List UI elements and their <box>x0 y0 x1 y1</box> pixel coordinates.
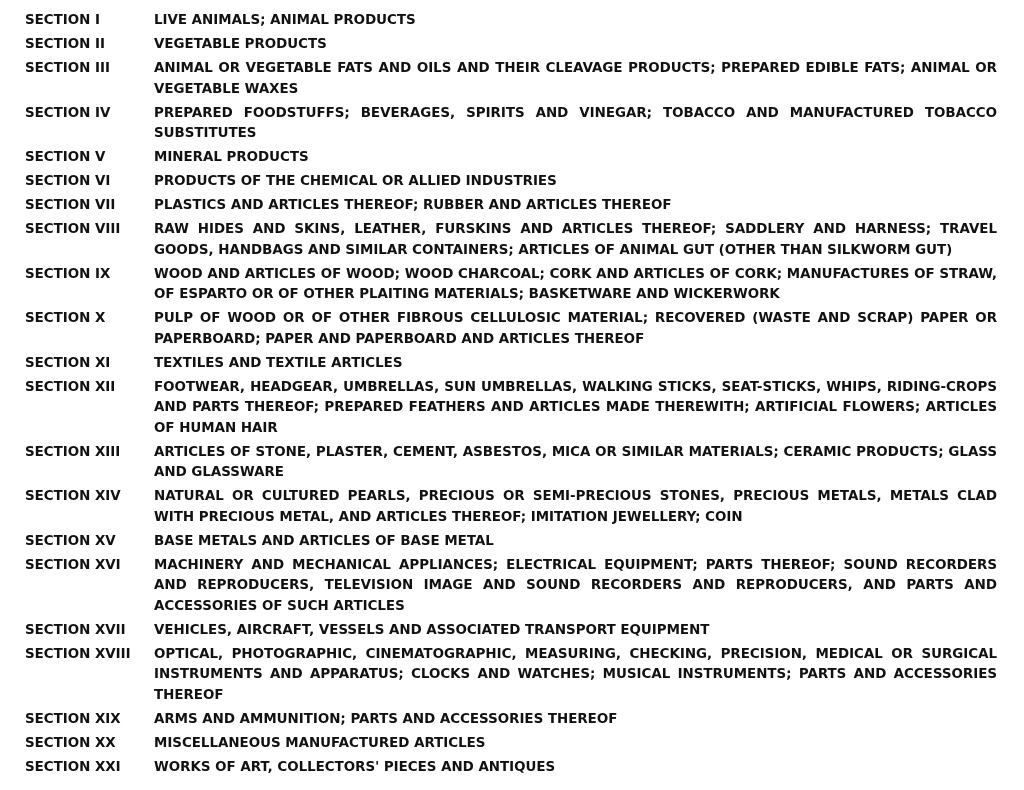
section-title: PRODUCTS OF THE CHEMICAL OR ALLIED INDUSTRIES <box>154 174 557 189</box>
section-list <box>25 11 997 782</box>
section-row <box>25 35 997 56</box>
section-title: ANIMAL OR VEGETABLE FATS AND OILS AND THEIR CLEAVAGE PRODUCTS; PREPARED EDIBLE FATS; ANIMAL OR VEGETABLE WAXES <box>154 61 997 97</box>
section-label: SECTION XVII <box>25 622 126 638</box>
section-title: PREPARED FOODSTUFFS; BEVERAGES, SPIRITS AND VINEGAR; TOBACCO AND MANUFACTURED TOBACCO SUBSTITUTES <box>154 105 997 141</box>
section-row <box>25 354 997 375</box>
section-title: VEHICLES, AIRCRAFT, VESSELS AND ASSOCIATED TRANSPORT EQUIPMENT <box>154 622 710 638</box>
section-row <box>25 309 997 350</box>
section-row <box>25 220 997 261</box>
section-label: SECTION X <box>25 311 106 326</box>
section-title: WOOD AND ARTICLES OF WOOD; WOOD CHARCOAL; CORK AND ARTICLES OF CORK; MANUFACTURES OF STRAW, OF ESPARTO OR OF OTHER PLAITING MATERIALS; BASKETWARE AND WICKERWORK <box>154 266 997 302</box>
section-row <box>25 59 997 100</box>
section-row <box>25 11 997 32</box>
section-row <box>25 172 997 193</box>
section-row <box>25 487 997 528</box>
section-row <box>25 265 997 306</box>
section-label: SECTION VII <box>25 198 116 213</box>
section-label: SECTION XV <box>25 533 116 549</box>
section-title: MISCELLANEOUS MANUFACTURED ARTICLES <box>154 735 486 751</box>
section-row <box>25 196 997 217</box>
section-label: SECTION XXI <box>25 759 121 775</box>
section-label: SECTION XVI <box>25 557 121 573</box>
section-label: SECTION XVIII <box>25 646 131 662</box>
section-title: FOOTWEAR, HEADGEAR, UMBRELLAS, SUN UMBRELLAS, WALKING STICKS, SEAT-STICKS, WHIPS, RIDING-CROPS AND PARTS THEREOF; PREPARED FEATHERS AND ARTICLES MADE THEREWITH; ARTIFICIAL FLOWERS; ARTICLES OF HUMAN HAIR <box>154 379 997 436</box>
section-title: TEXTILES AND TEXTILE ARTICLES <box>154 355 403 371</box>
section-title: VEGETABLE PRODUCTS <box>154 37 327 52</box>
section-title: OPTICAL, PHOTOGRAPHIC, CINEMATOGRAPHIC, MEASURING, CHECKING, PRECISION, MEDICAL OR SURGICAL INSTRUMENTS AND APPARATUS; CLOCKS AND WATCHES; MUSICAL INSTRUMENTS; PARTS AND ACCESSORIES THEREOF <box>154 646 997 703</box>
section-title: ARTICLES OF STONE, PLASTER, CEMENT, ASBESTOS, MICA OR SIMILAR MATERIALS; CERAMIC PRODUCTS; GLASS AND GLASSWARE <box>154 444 997 480</box>
section-title: RAW HIDES AND SKINS, LEATHER, FURSKINS AND ARTICLES THEREOF; SADDLERY AND HARNESS; TRAVEL GOODS, HANDBAGS AND SIMILAR CONTAINERS; ARTICLES OF ANIMAL GUT (OTHER THAN SILKWORM GUT) <box>154 222 997 258</box>
section-title: ARMS AND AMMUNITION; PARTS AND ACCESSORIES THEREOF <box>154 711 618 727</box>
section-row <box>25 556 997 618</box>
section-row <box>25 443 997 484</box>
section-row <box>25 104 997 145</box>
section-row <box>25 148 997 169</box>
section-row <box>25 710 997 731</box>
section-title: PLASTICS AND ARTICLES THEREOF; RUBBER AND ARTICLES THEREOF <box>154 198 672 213</box>
section-title: MACHINERY AND MECHANICAL APPLIANCES; ELECTRICAL EQUIPMENT; PARTS THEREOF; SOUND RECORDERS AND REPRODUCERS, TELEVISION IMAGE AND SOUND RECORDERS AND REPRODUCERS, AND PARTS AND ACCESSORIES OF SUCH ARTICLES <box>154 557 997 614</box>
section-row <box>25 645 997 707</box>
section-row <box>25 734 997 755</box>
section-label: SECTION XX <box>25 735 116 751</box>
section-row <box>25 378 997 440</box>
section-label: SECTION II <box>25 37 105 52</box>
section-row <box>25 532 997 553</box>
section-label: SECTION V <box>25 150 106 165</box>
section-title: MINERAL PRODUCTS <box>154 150 309 165</box>
section-label: SECTION I <box>25 13 100 28</box>
section-label: SECTION XII <box>25 379 116 395</box>
section-label: SECTION VI <box>25 174 111 189</box>
section-label: SECTION VIII <box>25 222 121 237</box>
section-label: SECTION XIX <box>25 711 121 727</box>
section-title: LIVE ANIMALS; ANIMAL PRODUCTS <box>154 13 416 28</box>
section-title: PULP OF WOOD OR OF OTHER FIBROUS CELLULOSIC MATERIAL; RECOVERED (WASTE AND SCRAP) PAPER OR PAPERBOARD; PAPER AND PAPERBOARD AND ARTICLES THEREOF <box>154 311 997 347</box>
section-row <box>25 758 997 779</box>
section-label: SECTION III <box>25 61 110 76</box>
section-label: SECTION XIII <box>25 444 121 460</box>
section-label: SECTION IV <box>25 105 111 121</box>
section-title: BASE METALS AND ARTICLES OF BASE METAL <box>154 533 494 549</box>
section-title: NATURAL OR CULTURED PEARLS, PRECIOUS OR SEMI-PRECIOUS STONES, PRECIOUS METALS, METALS CLAD WITH PRECIOUS METAL, AND ARTICLES THEREOF; IMITATION JEWELLERY; COIN <box>154 489 997 525</box>
section-title: WORKS OF ART, COLLECTORS' PIECES AND ANTIQUES <box>154 759 556 775</box>
section-label: SECTION XIV <box>25 489 121 504</box>
section-label: SECTION XI <box>25 355 111 371</box>
section-label: SECTION IX <box>25 266 111 282</box>
section-row <box>25 621 997 642</box>
